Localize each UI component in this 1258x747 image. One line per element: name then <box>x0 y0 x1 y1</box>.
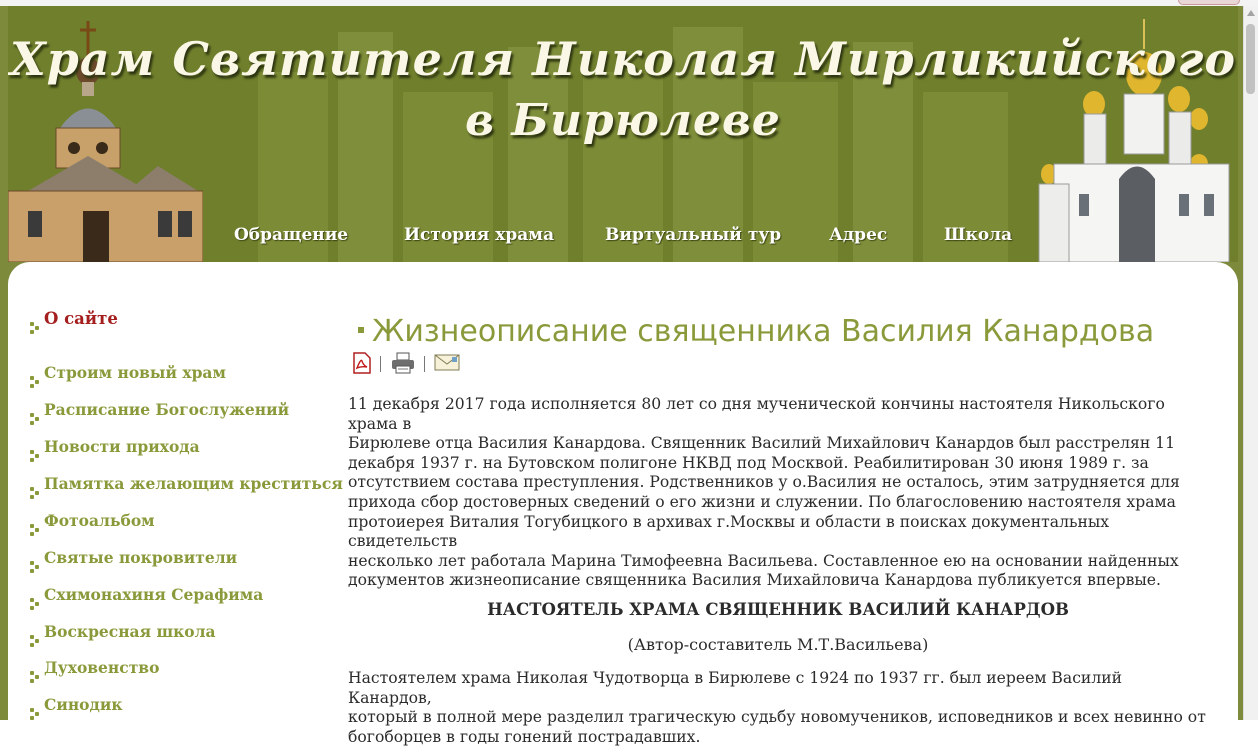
article-title-text: Жизнеописание священника Василия Канардова <box>372 314 1155 349</box>
text-line: Настоятелем храма Николая Чудотворца в Бирюлеве с 1924 по 1937 гг. был иереем Василий Канардов, <box>348 669 1123 707</box>
sidebar-item-label: Памятка желающим креститься <box>44 474 343 493</box>
text-line: документов жизнеописание священника Василия Михайловича Канардова публикуется впервые. <box>348 571 1161 590</box>
text-line: протоиерея Виталия Тогубицкого в архивах г.Москвы и области в поисках документальных свидетельств <box>348 512 1110 551</box>
scroll-up-arrow-icon[interactable] <box>1247 10 1255 16</box>
sidebar-item-clergy[interactable] <box>30 658 159 677</box>
body-paragraph <box>348 669 1208 747</box>
sidebar-item-synodik[interactable] <box>30 695 123 714</box>
sidebar-item-label: Строим новый храм <box>44 363 226 382</box>
article-title <box>358 314 1154 349</box>
text-line: отсутствием состава преступления. Родственников у о.Василия не осталось, этим затрудняется для <box>348 473 1180 492</box>
sidebar-item-label: Схимонахиня Серафима <box>44 585 264 604</box>
nav-item-virtual-tour[interactable]: Виртуальный тур <box>605 225 782 245</box>
text-line: богоборцев в годы гонений пострадавших. <box>348 727 701 746</box>
title-bullet-icon <box>358 327 364 333</box>
text-line: Бирюлеве отца Василия Канардова. Священник Василий Михайлович Канардов был расстрелян 11 <box>348 434 1176 453</box>
sidebar-item-schedule[interactable] <box>30 400 289 419</box>
site-title <box>8 28 1238 152</box>
sidebar-item-baptism-memo[interactable] <box>30 474 343 493</box>
sidebar-item-label: Святые покровители <box>44 548 238 567</box>
text-line: который в полной мере разделил трагическую судьбу новомучеников, исповедников и всех невинно от <box>348 708 1206 727</box>
text-line: прихода сбор достоверных сведений о его жизни и служении. По благословению настоятеля храма <box>348 492 1176 511</box>
sidebar-item-label: Расписание Богослужений <box>44 400 290 419</box>
nav-item-address[interactable]: Адрес <box>829 225 888 245</box>
site-title-line1: Храм Святителя Николая Мирликийского <box>9 32 1237 86</box>
sidebar-item-label: Синодик <box>44 695 123 714</box>
site-header <box>8 6 1238 262</box>
sidebar-item-label: Духовенство <box>44 658 160 677</box>
tool-separator <box>380 356 381 372</box>
sidebar-item-label: Новости прихода <box>44 437 200 456</box>
sidebar-item-seraphima[interactable] <box>30 585 263 604</box>
text-line: декабря 1937 г. на Бутовском полигоне НКВД под Москвой. Реабилитирован 30 июня 1989 г. за <box>348 453 1149 472</box>
tool-separator <box>424 356 425 372</box>
nav-item-appeal[interactable]: Обращение <box>234 225 349 245</box>
sidebar-item-label: О сайте <box>44 309 118 328</box>
window-control[interactable] <box>1178 0 1240 5</box>
sidebar-item-photo-album[interactable] <box>30 511 155 530</box>
sidebar-item-about[interactable] <box>30 309 118 328</box>
site-title-line2: в Бирюлеве <box>465 95 781 146</box>
text-line: несколько лет работала Марина Тимофеевна Васильева. Составленное ею на основании найденных <box>348 551 1179 570</box>
sidebar-item-news[interactable] <box>30 437 200 456</box>
scrollbar[interactable] <box>1243 6 1258 720</box>
print-icon[interactable] <box>390 352 416 378</box>
sidebar-item-patron-saints[interactable] <box>30 548 237 567</box>
pdf-icon[interactable] <box>352 352 372 378</box>
section-heading: НАСТОЯТЕЛЬ ХРАМА СВЯЩЕННИК ВАСИЛИЙ КАНАРДОВ <box>487 600 1069 619</box>
email-icon[interactable] <box>434 352 460 376</box>
sidebar-item-new-church[interactable] <box>30 363 226 382</box>
author-note: (Автор-составитель М.Т.Васильева) <box>627 635 929 654</box>
sidebar-item-label: Фотоальбом <box>44 511 155 530</box>
top-navigation <box>208 221 1048 251</box>
scrollbar-thumb[interactable] <box>1246 24 1255 94</box>
nav-item-school[interactable]: Школа <box>944 225 1013 245</box>
sidebar-item-label: Воскресная школа <box>44 622 216 641</box>
sidebar-item-sunday-school[interactable] <box>30 622 216 641</box>
intro-paragraph <box>348 395 1208 591</box>
nav-item-history[interactable]: История храма <box>404 225 555 245</box>
text-line: 11 декабря 2017 года исполняется 80 лет со дня мученической кончины настоятеля Никольского храма в <box>348 395 1165 433</box>
